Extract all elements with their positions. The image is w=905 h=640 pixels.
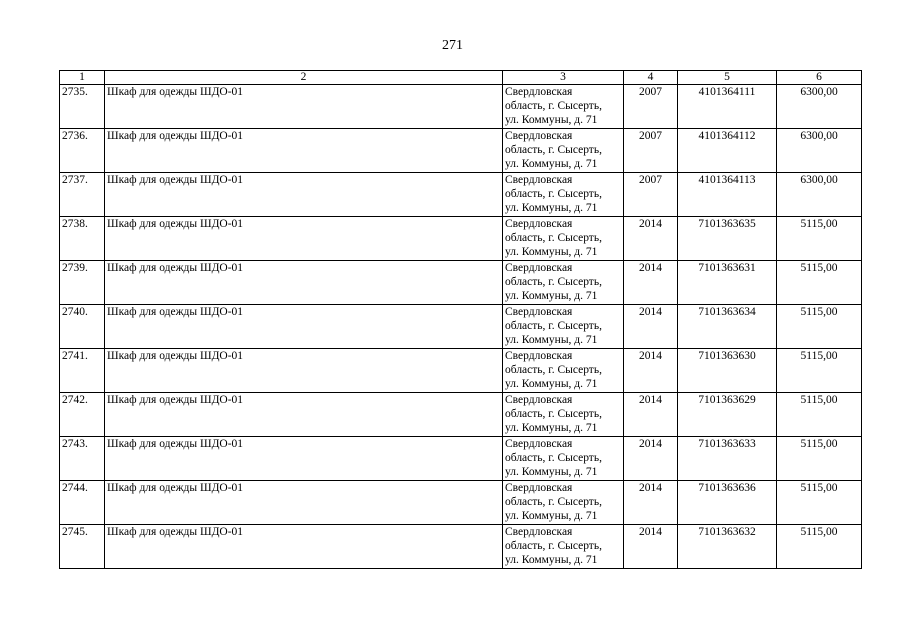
inventory-number: 7101363634 [678,305,777,349]
address-line: ул. Коммуны, д. 71 [505,290,598,302]
item-cost: 6300,00 [777,173,862,217]
row-number: 2737. [60,173,105,217]
address-line: область, г. Сысерть, [505,496,602,508]
address-line: ул. Коммуны, д. 71 [505,114,598,126]
item-cost: 5115,00 [777,217,862,261]
address-line: область, г. Сысерть, [505,144,602,156]
address-line: область, г. Сысерть, [505,364,602,376]
item-cost: 5115,00 [777,349,862,393]
item-address [503,349,624,393]
item-year: 2014 [624,217,678,261]
row-number: 2735. [60,85,105,129]
inventory-number: 4101364111 [678,85,777,129]
inventory-number: 7101363631 [678,261,777,305]
address-line: Свердловская [505,262,573,274]
table-row [60,173,862,217]
item-year: 2014 [624,481,678,525]
item-cost: 5115,00 [777,305,862,349]
address-line: Свердловская [505,218,573,230]
property-registry-table [59,70,862,569]
address-line: Свердловская [505,350,573,362]
address-line: Свердловская [505,482,573,494]
address-line: область, г. Сысерть, [505,188,602,200]
item-address [503,85,624,129]
inventory-number: 7101363635 [678,217,777,261]
item-year: 2014 [624,393,678,437]
address-line: ул. Коммуны, д. 71 [505,466,598,478]
row-number: 2740. [60,305,105,349]
address-line: ул. Коммуны, д. 71 [505,554,598,566]
page-number: 271 [442,38,463,53]
table-row [60,393,862,437]
table-row [60,85,862,129]
table-row [60,261,862,305]
item-name: Шкаф для одежды ШДО-01 [105,393,503,437]
address-line: Свердловская [505,306,573,318]
table-row [60,437,862,481]
address-line: область, г. Сысерть, [505,232,602,244]
row-number: 2745. [60,525,105,569]
item-cost: 5115,00 [777,525,862,569]
item-year: 2007 [624,85,678,129]
item-cost: 5115,00 [777,481,862,525]
address-line: Свердловская [505,174,573,186]
table-row [60,129,862,173]
item-address [503,305,624,349]
column-header-4: 4 [624,71,678,85]
address-line: Свердловская [505,526,573,538]
item-address [503,481,624,525]
item-year: 2014 [624,261,678,305]
address-line: область, г. Сысерть, [505,452,602,464]
item-address [503,437,624,481]
item-address [503,129,624,173]
item-name: Шкаф для одежды ШДО-01 [105,173,503,217]
address-line: область, г. Сысерть, [505,320,602,332]
table-row [60,349,862,393]
item-name: Шкаф для одежды ШДО-01 [105,481,503,525]
row-number: 2742. [60,393,105,437]
column-header-2: 2 [105,71,503,85]
address-line: Свердловская [505,394,573,406]
address-line: область, г. Сысерть, [505,540,602,552]
item-name: Шкаф для одежды ШДО-01 [105,217,503,261]
item-address [503,261,624,305]
table-row [60,305,862,349]
table-row [60,481,862,525]
item-cost: 5115,00 [777,393,862,437]
address-line: ул. Коммуны, д. 71 [505,510,598,522]
row-number: 2736. [60,129,105,173]
address-line: ул. Коммуны, д. 71 [505,422,598,434]
item-name: Шкаф для одежды ШДО-01 [105,305,503,349]
address-line: область, г. Сысерть, [505,408,602,420]
item-year: 2014 [624,437,678,481]
inventory-number: 7101363629 [678,393,777,437]
item-name: Шкаф для одежды ШДО-01 [105,261,503,305]
item-year: 2014 [624,349,678,393]
inventory-number: 7101363633 [678,437,777,481]
item-name: Шкаф для одежды ШДО-01 [105,437,503,481]
table-row [60,217,862,261]
inventory-number: 7101363636 [678,481,777,525]
item-address [503,173,624,217]
address-line: ул. Коммуны, д. 71 [505,246,598,258]
column-header-1: 1 [60,71,105,85]
inventory-number: 7101363632 [678,525,777,569]
row-number: 2743. [60,437,105,481]
item-name: Шкаф для одежды ШДО-01 [105,349,503,393]
item-cost: 6300,00 [777,129,862,173]
item-address [503,393,624,437]
item-address [503,525,624,569]
column-header-5: 5 [678,71,777,85]
column-header-6: 6 [777,71,862,85]
address-line: область, г. Сысерть, [505,276,602,288]
address-line: ул. Коммуны, д. 71 [505,334,598,346]
item-name: Шкаф для одежды ШДО-01 [105,129,503,173]
inventory-number: 7101363630 [678,349,777,393]
address-line: ул. Коммуны, д. 71 [505,378,598,390]
row-number: 2738. [60,217,105,261]
address-line: Свердловская [505,86,573,98]
address-line: Свердловская [505,438,573,450]
item-cost: 6300,00 [777,85,862,129]
item-name: Шкаф для одежды ШДО-01 [105,525,503,569]
item-year: 2014 [624,305,678,349]
row-number: 2739. [60,261,105,305]
item-name: Шкаф для одежды ШДО-01 [105,85,503,129]
row-number: 2741. [60,349,105,393]
item-year: 2014 [624,525,678,569]
column-number-row [60,71,862,85]
inventory-number: 4101364112 [678,129,777,173]
address-line: ул. Коммуны, д. 71 [505,158,598,170]
table-row [60,525,862,569]
address-line: Свердловская [505,130,573,142]
item-cost: 5115,00 [777,437,862,481]
item-year: 2007 [624,173,678,217]
address-line: область, г. Сысерть, [505,100,602,112]
item-year: 2007 [624,129,678,173]
column-header-3: 3 [503,71,624,85]
row-number: 2744. [60,481,105,525]
table-body [60,85,862,569]
inventory-number: 4101364113 [678,173,777,217]
address-line: ул. Коммуны, д. 71 [505,202,598,214]
item-address [503,217,624,261]
item-cost: 5115,00 [777,261,862,305]
